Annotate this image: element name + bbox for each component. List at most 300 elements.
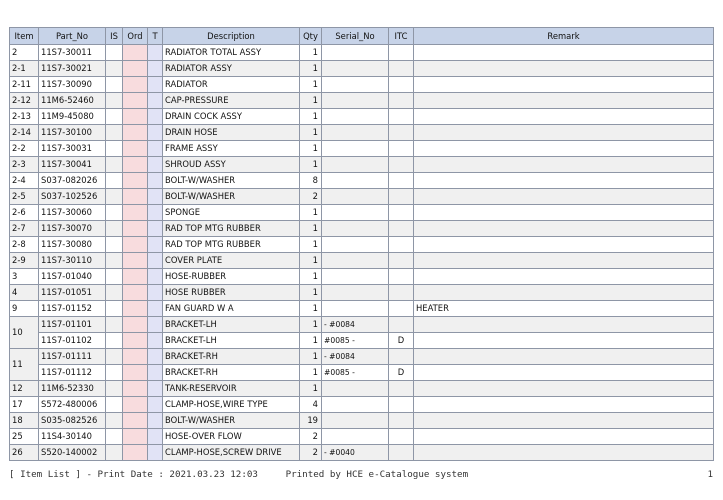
row-qty: 1 bbox=[300, 365, 322, 381]
row-itc bbox=[389, 125, 414, 141]
table-row[interactable] bbox=[10, 381, 714, 397]
row-t bbox=[148, 93, 163, 109]
row-ord bbox=[123, 221, 148, 237]
row-t bbox=[148, 349, 163, 365]
row-qty: 1 bbox=[300, 77, 322, 93]
row-ord bbox=[123, 205, 148, 221]
row-qty: 4 bbox=[300, 397, 322, 413]
row-remark bbox=[414, 125, 714, 141]
row-item: 2-5 bbox=[10, 189, 39, 205]
row-qty: 2 bbox=[300, 189, 322, 205]
row-description: BRACKET-RH bbox=[163, 365, 300, 381]
row-part-no: S037-102526 bbox=[39, 189, 106, 205]
row-t bbox=[148, 317, 163, 333]
header-row bbox=[10, 28, 714, 45]
row-is bbox=[106, 173, 123, 189]
row-itc bbox=[389, 173, 414, 189]
table-row[interactable] bbox=[10, 237, 714, 253]
row-t bbox=[148, 45, 163, 61]
footer-print-info: [ Item List ] - Print Date : 2021.03.23 12:03 Printed by HCE e-Catalogue system bbox=[9, 469, 469, 480]
row-part-no: S037-082026 bbox=[39, 173, 106, 189]
item-list-table-wrapper bbox=[9, 27, 714, 461]
row-item: 2-2 bbox=[10, 141, 39, 157]
header-ord[interactable]: Ord bbox=[123, 28, 148, 45]
row-qty: 1 bbox=[300, 301, 322, 317]
row-part-no: 11M9-45080 bbox=[39, 109, 106, 125]
row-t bbox=[148, 109, 163, 125]
row-description: HOSE RUBBER bbox=[163, 285, 300, 301]
row-itc bbox=[389, 77, 414, 93]
row-ord bbox=[123, 45, 148, 61]
row-description: BOLT-W/WASHER bbox=[163, 173, 300, 189]
row-qty: 1 bbox=[300, 285, 322, 301]
row-serial-no bbox=[322, 45, 389, 61]
row-item: 2-11 bbox=[10, 77, 39, 93]
row-is bbox=[106, 429, 123, 445]
row-t bbox=[148, 221, 163, 237]
row-description: RADIATOR ASSY bbox=[163, 61, 300, 77]
row-ord bbox=[123, 157, 148, 173]
row-description: SPONGE bbox=[163, 205, 300, 221]
row-description: CLAMP-HOSE,WIRE TYPE bbox=[163, 397, 300, 413]
row-remark bbox=[414, 429, 714, 445]
table-row[interactable] bbox=[10, 445, 714, 461]
table-row[interactable] bbox=[10, 77, 714, 93]
row-t bbox=[148, 205, 163, 221]
row-remark bbox=[414, 381, 714, 397]
row-qty: 1 bbox=[300, 237, 322, 253]
row-is bbox=[106, 445, 123, 461]
row-serial-no bbox=[322, 381, 389, 397]
row-qty: 1 bbox=[300, 253, 322, 269]
table-row[interactable] bbox=[10, 125, 714, 141]
row-item: 25 bbox=[10, 429, 39, 445]
row-itc bbox=[389, 381, 414, 397]
row-is bbox=[106, 189, 123, 205]
row-itc bbox=[389, 429, 414, 445]
row-t bbox=[148, 397, 163, 413]
row-part-no: 11S7-30011 bbox=[39, 45, 106, 61]
row-item: 11 bbox=[10, 349, 39, 381]
row-remark bbox=[414, 45, 714, 61]
row-remark bbox=[414, 333, 714, 349]
row-qty: 1 bbox=[300, 141, 322, 157]
row-serial-no bbox=[322, 173, 389, 189]
row-remark bbox=[414, 77, 714, 93]
row-ord bbox=[123, 269, 148, 285]
row-is bbox=[106, 93, 123, 109]
row-ord bbox=[123, 109, 148, 125]
row-serial-no: - #0084 bbox=[322, 317, 389, 333]
row-part-no: 11S7-30021 bbox=[39, 61, 106, 77]
row-remark bbox=[414, 445, 714, 461]
row-serial-no bbox=[322, 189, 389, 205]
row-item: 9 bbox=[10, 301, 39, 317]
table-row[interactable] bbox=[10, 93, 714, 109]
row-description: FAN GUARD W A bbox=[163, 301, 300, 317]
row-qty: 1 bbox=[300, 317, 322, 333]
row-serial-no bbox=[322, 285, 389, 301]
row-description: RAD TOP MTG RUBBER bbox=[163, 221, 300, 237]
row-ord bbox=[123, 413, 148, 429]
row-description: RADIATOR bbox=[163, 77, 300, 93]
header-item[interactable]: Item bbox=[10, 28, 39, 45]
row-itc bbox=[389, 349, 414, 365]
row-item: 12 bbox=[10, 381, 39, 397]
row-description: BRACKET-LH bbox=[163, 333, 300, 349]
table-row[interactable] bbox=[10, 413, 714, 429]
row-qty: 1 bbox=[300, 109, 322, 125]
row-qty: 1 bbox=[300, 61, 322, 77]
row-serial-no bbox=[322, 413, 389, 429]
row-itc bbox=[389, 157, 414, 173]
row-remark: HEATER bbox=[414, 301, 714, 317]
row-part-no: 11S7-01102 bbox=[39, 333, 106, 349]
row-part-no: 11S7-01101 bbox=[39, 317, 106, 333]
row-qty: 1 bbox=[300, 45, 322, 61]
row-itc bbox=[389, 445, 414, 461]
row-t bbox=[148, 253, 163, 269]
row-serial-no bbox=[322, 77, 389, 93]
row-itc bbox=[389, 205, 414, 221]
row-serial-no: - #0040 bbox=[322, 445, 389, 461]
row-serial-no bbox=[322, 429, 389, 445]
row-is bbox=[106, 365, 123, 381]
table-row[interactable] bbox=[10, 205, 714, 221]
row-is bbox=[106, 109, 123, 125]
row-ord bbox=[123, 189, 148, 205]
row-serial-no bbox=[322, 61, 389, 77]
row-ord bbox=[123, 125, 148, 141]
table-row[interactable] bbox=[10, 157, 714, 173]
row-item: 17 bbox=[10, 397, 39, 413]
header-remark[interactable]: Remark bbox=[414, 28, 714, 45]
row-t bbox=[148, 125, 163, 141]
header-qty[interactable]: Qty bbox=[300, 28, 322, 45]
row-ord bbox=[123, 301, 148, 317]
row-qty: 1 bbox=[300, 349, 322, 365]
row-t bbox=[148, 301, 163, 317]
row-t bbox=[148, 237, 163, 253]
row-itc bbox=[389, 301, 414, 317]
row-item: 2-1 bbox=[10, 61, 39, 77]
row-is bbox=[106, 301, 123, 317]
row-remark bbox=[414, 157, 714, 173]
row-serial-no: #0085 - bbox=[322, 333, 389, 349]
row-item: 2-6 bbox=[10, 205, 39, 221]
row-itc bbox=[389, 317, 414, 333]
row-serial-no bbox=[322, 109, 389, 125]
row-itc bbox=[389, 61, 414, 77]
row-remark bbox=[414, 285, 714, 301]
row-description: DRAIN HOSE bbox=[163, 125, 300, 141]
row-remark bbox=[414, 141, 714, 157]
row-serial-no bbox=[322, 301, 389, 317]
table-row[interactable] bbox=[10, 269, 714, 285]
row-item: 3 bbox=[10, 269, 39, 285]
table-row[interactable] bbox=[10, 429, 714, 445]
row-is bbox=[106, 45, 123, 61]
row-ord bbox=[123, 445, 148, 461]
row-part-no: 11S7-30041 bbox=[39, 157, 106, 173]
row-ord bbox=[123, 61, 148, 77]
row-ord bbox=[123, 381, 148, 397]
table-row[interactable] bbox=[10, 45, 714, 61]
row-serial-no: #0085 - bbox=[322, 365, 389, 381]
row-itc bbox=[389, 413, 414, 429]
row-description: CAP-PRESSURE bbox=[163, 93, 300, 109]
row-ord bbox=[123, 333, 148, 349]
row-part-no: 11S7-01040 bbox=[39, 269, 106, 285]
row-serial-no: - #0084 bbox=[322, 349, 389, 365]
row-ord bbox=[123, 237, 148, 253]
row-part-no: 11S7-30080 bbox=[39, 237, 106, 253]
row-qty: 1 bbox=[300, 333, 322, 349]
row-description: TANK-RESERVOIR bbox=[163, 381, 300, 397]
row-remark bbox=[414, 317, 714, 333]
row-item: 2-12 bbox=[10, 93, 39, 109]
row-part-no: 11M6-52330 bbox=[39, 381, 106, 397]
header-t[interactable]: T bbox=[148, 28, 163, 45]
row-is bbox=[106, 237, 123, 253]
print-footer bbox=[9, 469, 713, 483]
table-row[interactable] bbox=[10, 61, 714, 77]
row-remark bbox=[414, 237, 714, 253]
row-is bbox=[106, 397, 123, 413]
row-itc bbox=[389, 141, 414, 157]
row-is bbox=[106, 205, 123, 221]
row-description: BOLT-W/WASHER bbox=[163, 189, 300, 205]
row-remark bbox=[414, 173, 714, 189]
row-t bbox=[148, 365, 163, 381]
row-part-no: 11S7-30070 bbox=[39, 221, 106, 237]
header-itc[interactable]: ITC bbox=[389, 28, 414, 45]
row-itc bbox=[389, 269, 414, 285]
row-remark bbox=[414, 269, 714, 285]
row-itc bbox=[389, 93, 414, 109]
row-ord bbox=[123, 93, 148, 109]
row-remark bbox=[414, 397, 714, 413]
row-description: BRACKET-RH bbox=[163, 349, 300, 365]
row-remark bbox=[414, 93, 714, 109]
row-part-no: 11S7-30090 bbox=[39, 77, 106, 93]
row-item: 4 bbox=[10, 285, 39, 301]
row-part-no: 11S7-30031 bbox=[39, 141, 106, 157]
row-serial-no bbox=[322, 269, 389, 285]
row-serial-no bbox=[322, 253, 389, 269]
row-is bbox=[106, 77, 123, 93]
row-is bbox=[106, 61, 123, 77]
header-part-no[interactable]: Part_No bbox=[39, 28, 106, 45]
row-t bbox=[148, 381, 163, 397]
row-remark bbox=[414, 189, 714, 205]
row-t bbox=[148, 445, 163, 461]
row-description: COVER PLATE bbox=[163, 253, 300, 269]
row-description: RADIATOR TOTAL ASSY bbox=[163, 45, 300, 61]
item-list-table bbox=[9, 27, 714, 461]
row-is bbox=[106, 157, 123, 173]
row-part-no: 11S4-30140 bbox=[39, 429, 106, 445]
row-item: 2-9 bbox=[10, 253, 39, 269]
row-remark bbox=[414, 253, 714, 269]
row-remark bbox=[414, 221, 714, 237]
page-number: 1 bbox=[707, 469, 713, 480]
header-is[interactable]: IS bbox=[106, 28, 123, 45]
row-t bbox=[148, 173, 163, 189]
row-ord bbox=[123, 77, 148, 93]
row-t bbox=[148, 333, 163, 349]
row-ord bbox=[123, 173, 148, 189]
table-row[interactable] bbox=[10, 109, 714, 125]
row-is bbox=[106, 221, 123, 237]
row-itc: D bbox=[389, 365, 414, 381]
row-itc: D bbox=[389, 333, 414, 349]
row-qty: 1 bbox=[300, 125, 322, 141]
row-item: 2-8 bbox=[10, 237, 39, 253]
row-ord bbox=[123, 253, 148, 269]
row-description: DRAIN COCK ASSY bbox=[163, 109, 300, 125]
row-qty: 1 bbox=[300, 157, 322, 173]
row-t bbox=[148, 285, 163, 301]
table-row[interactable] bbox=[10, 253, 714, 269]
row-ord bbox=[123, 317, 148, 333]
row-itc bbox=[389, 189, 414, 205]
row-description: CLAMP-HOSE,SCREW DRIVE bbox=[163, 445, 300, 461]
row-serial-no bbox=[322, 237, 389, 253]
row-part-no: S520-140002 bbox=[39, 445, 106, 461]
row-serial-no bbox=[322, 141, 389, 157]
row-item: 18 bbox=[10, 413, 39, 429]
row-qty: 1 bbox=[300, 381, 322, 397]
row-remark bbox=[414, 109, 714, 125]
row-itc bbox=[389, 237, 414, 253]
table-row[interactable] bbox=[10, 189, 714, 205]
row-description: RAD TOP MTG RUBBER bbox=[163, 237, 300, 253]
row-t bbox=[148, 157, 163, 173]
row-part-no: S035-082526 bbox=[39, 413, 106, 429]
row-itc bbox=[389, 45, 414, 61]
row-ord bbox=[123, 429, 148, 445]
table-row[interactable] bbox=[10, 349, 714, 365]
row-t bbox=[148, 413, 163, 429]
row-item: 26 bbox=[10, 445, 39, 461]
row-qty: 1 bbox=[300, 269, 322, 285]
row-item: 2-13 bbox=[10, 109, 39, 125]
row-qty: 1 bbox=[300, 205, 322, 221]
row-is bbox=[106, 317, 123, 333]
row-item: 10 bbox=[10, 317, 39, 349]
row-item: 2-4 bbox=[10, 173, 39, 189]
row-part-no: 11S7-30110 bbox=[39, 253, 106, 269]
row-description: SHROUD ASSY bbox=[163, 157, 300, 173]
row-part-no: 11S7-01111 bbox=[39, 349, 106, 365]
row-itc bbox=[389, 221, 414, 237]
row-remark bbox=[414, 365, 714, 381]
row-description: HOSE-OVER FLOW bbox=[163, 429, 300, 445]
row-remark bbox=[414, 61, 714, 77]
row-is bbox=[106, 349, 123, 365]
row-remark bbox=[414, 413, 714, 429]
row-part-no: S572-480006 bbox=[39, 397, 106, 413]
row-qty: 1 bbox=[300, 221, 322, 237]
row-t bbox=[148, 429, 163, 445]
row-part-no: 11M6-52460 bbox=[39, 93, 106, 109]
row-ord bbox=[123, 365, 148, 381]
row-itc bbox=[389, 109, 414, 125]
row-serial-no bbox=[322, 397, 389, 413]
row-serial-no bbox=[322, 221, 389, 237]
row-qty: 1 bbox=[300, 93, 322, 109]
row-qty: 19 bbox=[300, 413, 322, 429]
row-itc bbox=[389, 397, 414, 413]
row-is bbox=[106, 125, 123, 141]
row-serial-no bbox=[322, 125, 389, 141]
table-row[interactable] bbox=[10, 333, 714, 349]
row-is bbox=[106, 141, 123, 157]
table-row[interactable] bbox=[10, 285, 714, 301]
row-qty: 8 bbox=[300, 173, 322, 189]
row-is bbox=[106, 381, 123, 397]
row-part-no: 11S7-30100 bbox=[39, 125, 106, 141]
row-t bbox=[148, 77, 163, 93]
table-row[interactable] bbox=[10, 221, 714, 237]
row-ord bbox=[123, 285, 148, 301]
row-itc bbox=[389, 253, 414, 269]
row-ord bbox=[123, 141, 148, 157]
row-part-no: 11S7-01051 bbox=[39, 285, 106, 301]
row-t bbox=[148, 141, 163, 157]
row-itc bbox=[389, 285, 414, 301]
table-row[interactable] bbox=[10, 317, 714, 333]
row-description: BOLT-W/WASHER bbox=[163, 413, 300, 429]
row-is bbox=[106, 413, 123, 429]
row-description: FRAME ASSY bbox=[163, 141, 300, 157]
row-item: 2-3 bbox=[10, 157, 39, 173]
row-part-no: 11S7-01152 bbox=[39, 301, 106, 317]
row-serial-no bbox=[322, 205, 389, 221]
row-serial-no bbox=[322, 157, 389, 173]
row-is bbox=[106, 285, 123, 301]
header-description[interactable]: Description bbox=[163, 28, 300, 45]
table-row[interactable] bbox=[10, 397, 714, 413]
row-t bbox=[148, 189, 163, 205]
row-ord bbox=[123, 349, 148, 365]
row-remark bbox=[414, 349, 714, 365]
row-part-no: 11S7-01112 bbox=[39, 365, 106, 381]
row-t bbox=[148, 61, 163, 77]
table-row[interactable] bbox=[10, 365, 714, 381]
row-description: BRACKET-LH bbox=[163, 317, 300, 333]
row-qty: 2 bbox=[300, 429, 322, 445]
table-row[interactable] bbox=[10, 173, 714, 189]
table-row[interactable] bbox=[10, 301, 714, 317]
row-is bbox=[106, 253, 123, 269]
row-item: 2-14 bbox=[10, 125, 39, 141]
header-serial-no[interactable]: Serial_No bbox=[322, 28, 389, 45]
row-is bbox=[106, 269, 123, 285]
table-row[interactable] bbox=[10, 141, 714, 157]
row-item: 2 bbox=[10, 45, 39, 61]
row-remark bbox=[414, 205, 714, 221]
row-serial-no bbox=[322, 93, 389, 109]
row-qty: 2 bbox=[300, 445, 322, 461]
row-item: 2-7 bbox=[10, 221, 39, 237]
row-t bbox=[148, 269, 163, 285]
row-ord bbox=[123, 397, 148, 413]
row-part-no: 11S7-30060 bbox=[39, 205, 106, 221]
row-description: HOSE-RUBBER bbox=[163, 269, 300, 285]
row-is bbox=[106, 333, 123, 349]
